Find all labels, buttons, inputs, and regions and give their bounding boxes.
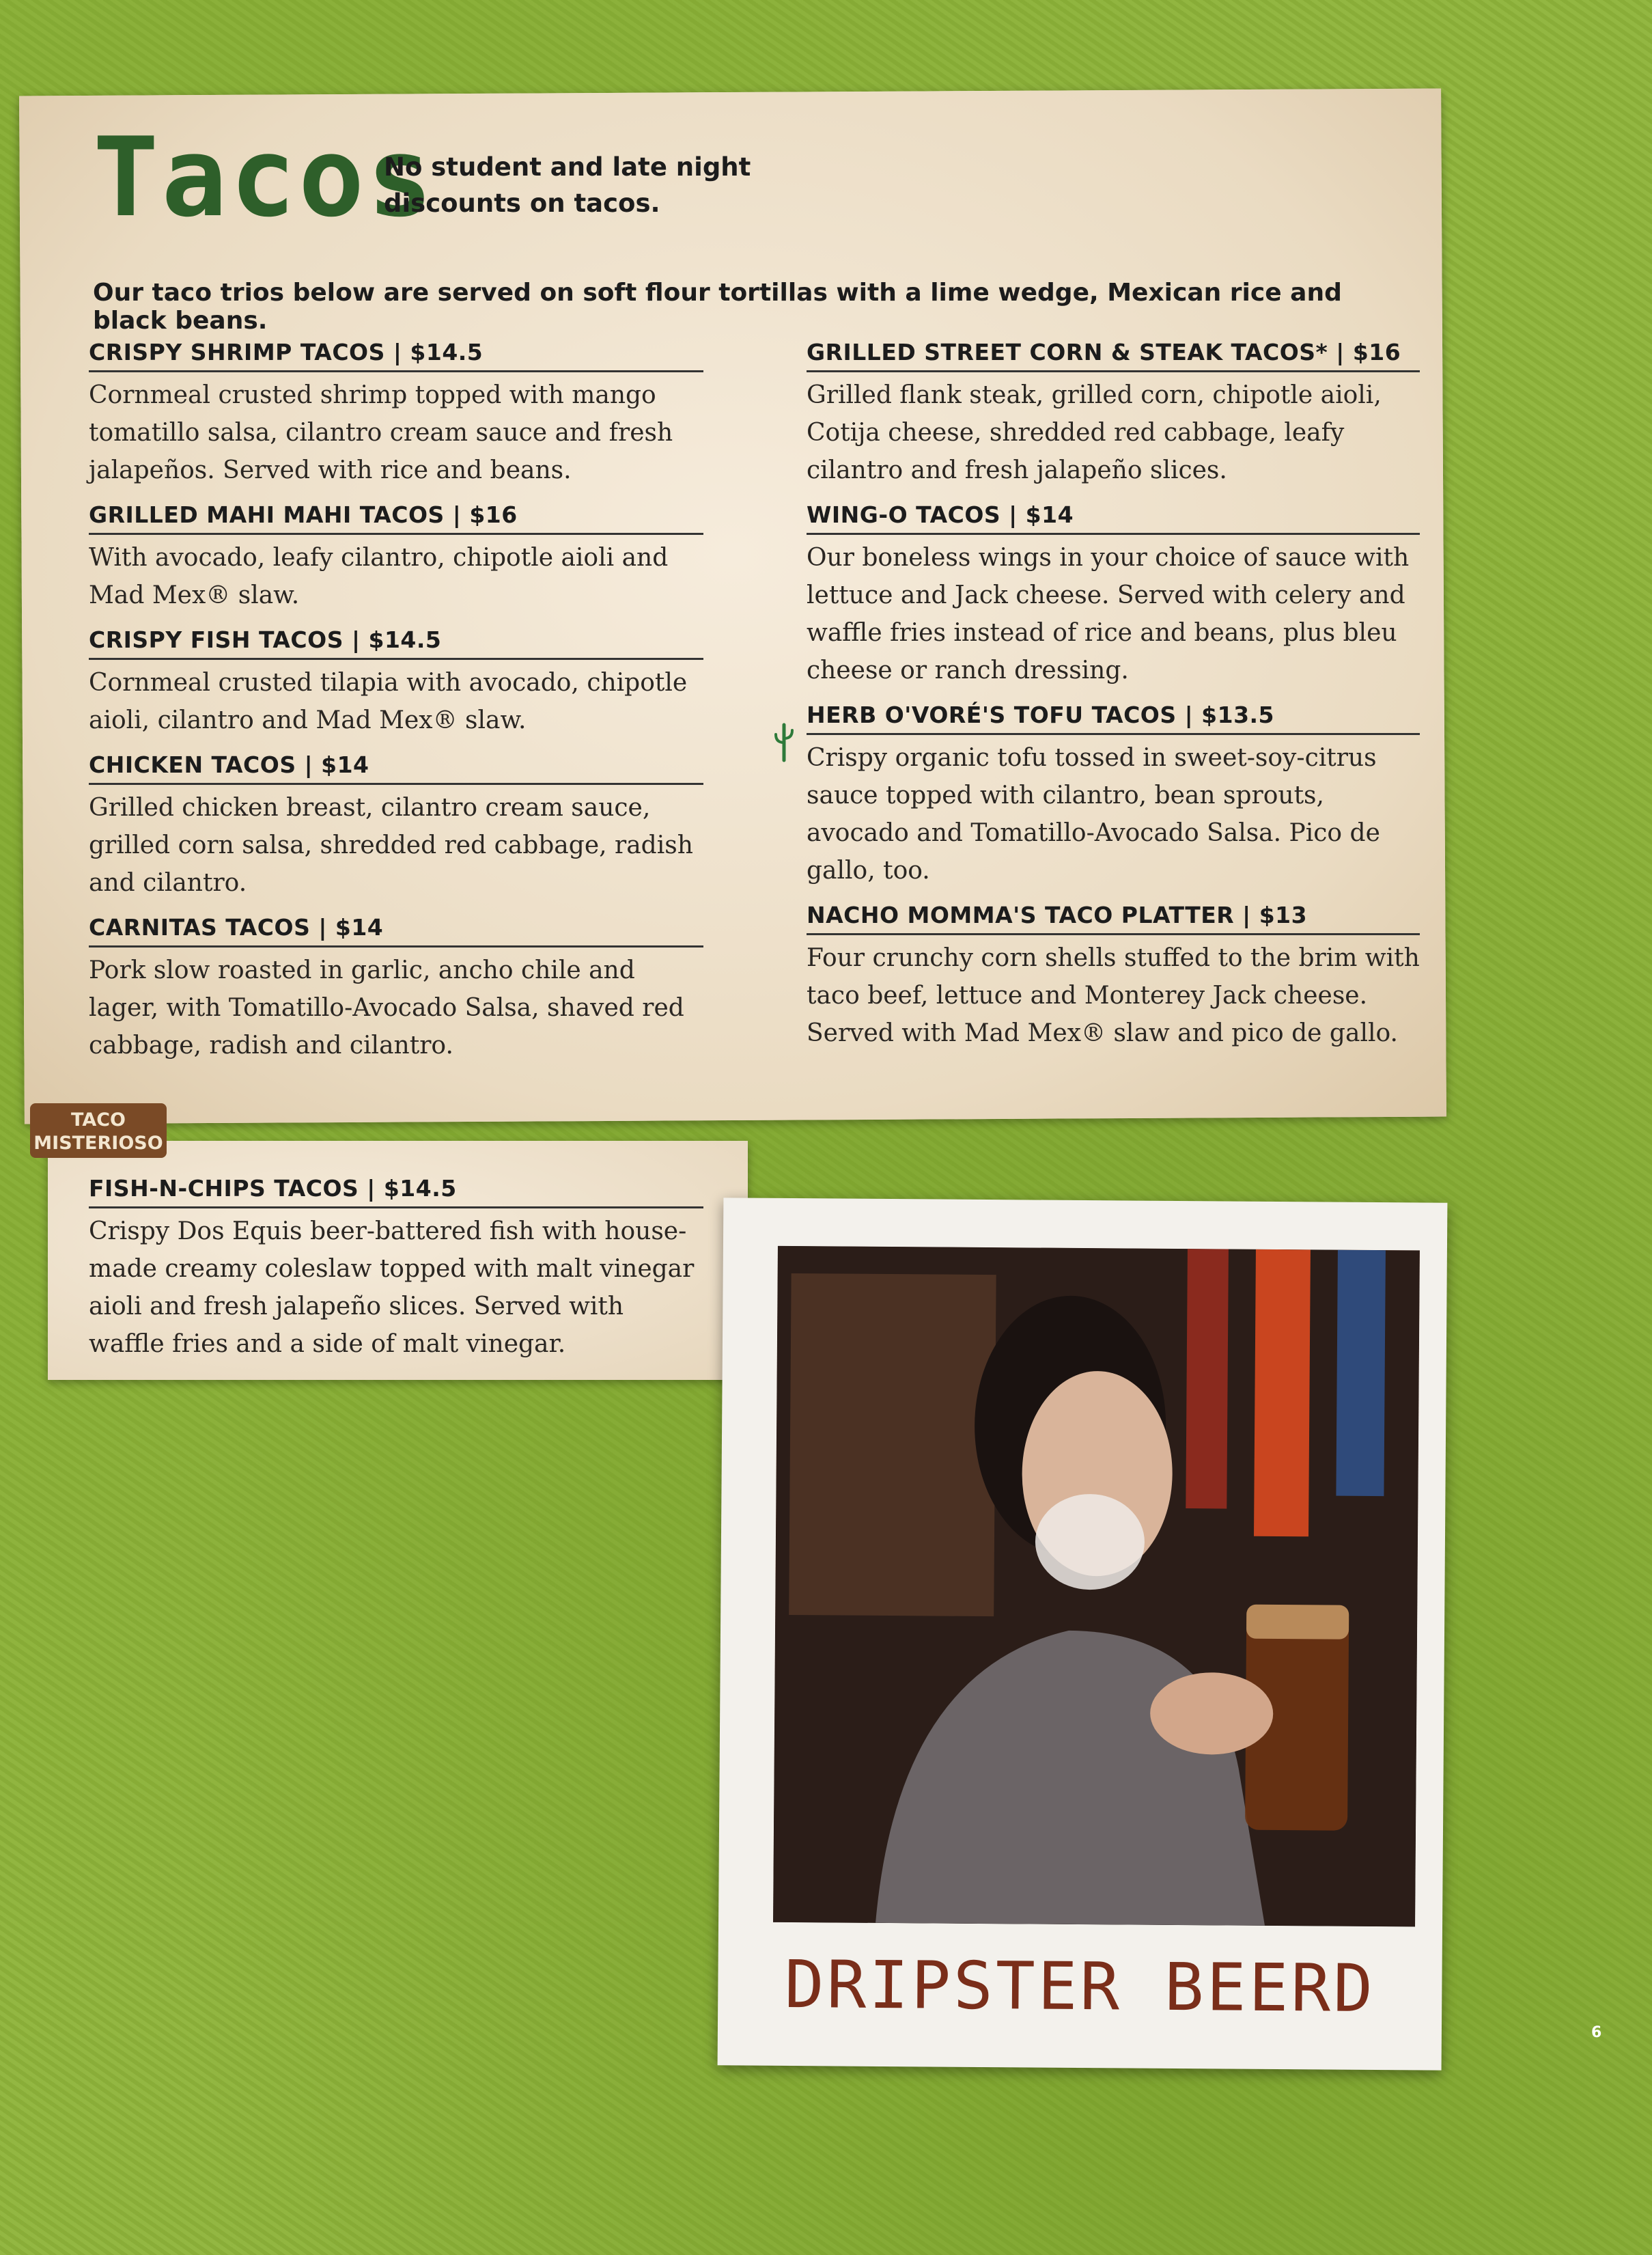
discount-note: No student and late night discounts on tacos. — [384, 152, 751, 218]
cactus-icon — [770, 722, 798, 763]
intro-text: Our taco trios below are served on soft flour tortillas with a lime wedge, Mexican rice and black beans. — [93, 279, 1342, 335]
menu-item — [807, 900, 1420, 1052]
menu-item-description: Cornmeal crusted tilapia with avocado, chipotle aioli, cilantro and Mad Mex® slaw. — [89, 669, 688, 734]
menu-item-description: Grilled chicken breast, cilantro cream sauce, grilled corn salsa, shredded red cabbage, radish and cilantro. — [89, 794, 693, 897]
menu-item-name: CRISPY FISH TACOS | $14.5 — [89, 625, 703, 660]
page-title: Tacos — [93, 113, 436, 241]
menu-item-name: WING-O TACOS | $14 — [807, 500, 1420, 535]
menu-item-description: Four crunchy corn shells stuffed to the brim with taco beef, lettuce and Monterey Jack cheese. Served with Mad Mex® slaw and pico de gallo. — [807, 944, 1420, 1047]
menu-item — [807, 500, 1420, 689]
menu-item — [807, 700, 1420, 889]
menu-column-right — [807, 337, 1420, 1063]
menu-column-left — [89, 337, 703, 1075]
menu-item — [89, 913, 703, 1064]
menu-item — [89, 500, 703, 614]
menu-item-description: Crispy organic tofu tossed in sweet-soy-citrus sauce topped with cilantro, bean sprouts, avocado and Tomatillo-Avocado Salsa. Pico de gallo, too. — [807, 744, 1380, 885]
menu-item — [89, 625, 703, 739]
special-item — [89, 1174, 703, 1363]
special-item-description: Crispy Dos Equis beer-battered fish with house-made creamy coleslaw topped with malt vinegar aioli and fresh jalapeño slices. Served with waffle fries and a side of malt vinegar. — [89, 1217, 695, 1358]
badge-line-2: MISTERIOSO — [33, 1133, 163, 1154]
taco-misterioso-badge — [30, 1103, 167, 1158]
photo-illustration — [773, 1246, 1420, 1927]
menu-item-name: CARNITAS TACOS | $14 — [89, 913, 703, 947]
menu-item-name: GRILLED STREET CORN & STEAK TACOS* | $16 — [807, 337, 1420, 372]
menu-item-name: CHICKEN TACOS | $14 — [89, 750, 703, 785]
menu-item — [89, 750, 703, 902]
menu-item-name: NACHO MOMMA'S TACO PLATTER | $13 — [807, 900, 1420, 935]
menu-item-description: Grilled flank steak, grilled corn, chipotle aioli, Cotija cheese, shredded red cabbage, leafy cilantro and fresh jalapeño slices. — [807, 381, 1382, 484]
photo-caption: DRIPSTER BEERD — [784, 1946, 1376, 2028]
menu-item — [89, 337, 703, 489]
menu-item-description: Cornmeal crusted shrimp topped with mango tomatillo salsa, cilantro cream sauce and fresh jalapeños. Served with rice and beans. — [89, 381, 673, 484]
bar-photo — [773, 1246, 1420, 1927]
polaroid-photo — [718, 1198, 1448, 2070]
page-number: 6 — [1591, 2024, 1602, 2041]
menu-item-description: With avocado, leafy cilantro, chipotle aioli and Mad Mex® slaw. — [89, 544, 669, 609]
menu-item — [807, 337, 1420, 489]
menu-item-name: CRISPY SHRIMP TACOS | $14.5 — [89, 337, 703, 372]
menu-item-name: HERB O'VORÉ'S TOFU TACOS | $13.5 — [807, 700, 1420, 735]
badge-line-1: TACO — [71, 1109, 126, 1131]
menu-item-description: Pork slow roasted in garlic, ancho chile and lager, with Tomatillo-Avocado Salsa, shaved red cabbage, radish and cilantro. — [89, 956, 684, 1060]
special-item-name: FISH-N-CHIPS TACOS | $14.5 — [89, 1174, 703, 1208]
menu-item-description: Our boneless wings in your choice of sauce with lettuce and Jack cheese. Served with celery and waffle fries instead of rice and beans, plus bleu cheese or ranch dressing. — [807, 544, 1410, 684]
menu-item-name: GRILLED MAHI MAHI TACOS | $16 — [89, 500, 703, 535]
